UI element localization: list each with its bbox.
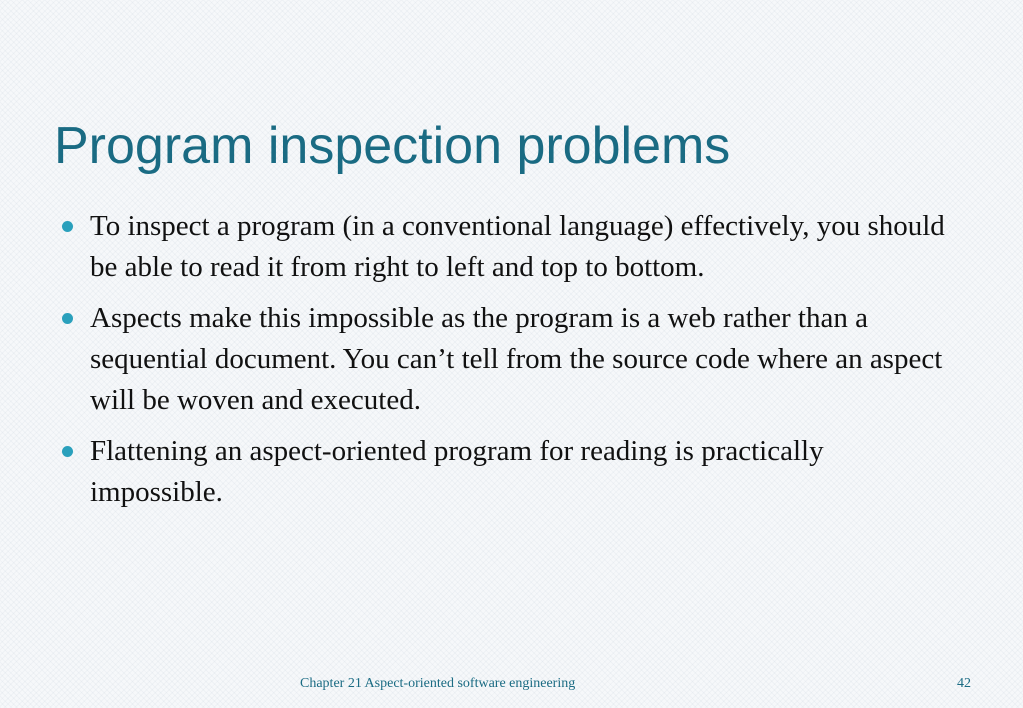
bullet-text: Aspects make this impossible as the program is a web rather than a sequential document. You can’t tell from the source code where an aspect will be woven and executed. (90, 302, 943, 416)
page-number: 42 (957, 676, 971, 691)
bullet-item (60, 431, 960, 513)
footer-caption: Chapter 21 Aspect-oriented software engineering (300, 676, 576, 691)
bullet-item (60, 298, 960, 421)
bullet-icon (62, 221, 73, 232)
bullet-text: To inspect a program (in a conventional language) effectively, you should be able to read it from right to left and top to bottom. (90, 210, 945, 283)
slide-footer (0, 676, 1023, 696)
bullet-icon (62, 313, 73, 324)
bullet-icon (62, 446, 73, 457)
bullet-list (60, 206, 960, 523)
bullet-text: Flattening an aspect-oriented program for reading is practically impossible. (90, 435, 824, 508)
slide-title: Program inspection problems (54, 117, 731, 175)
bullet-item (60, 206, 960, 288)
